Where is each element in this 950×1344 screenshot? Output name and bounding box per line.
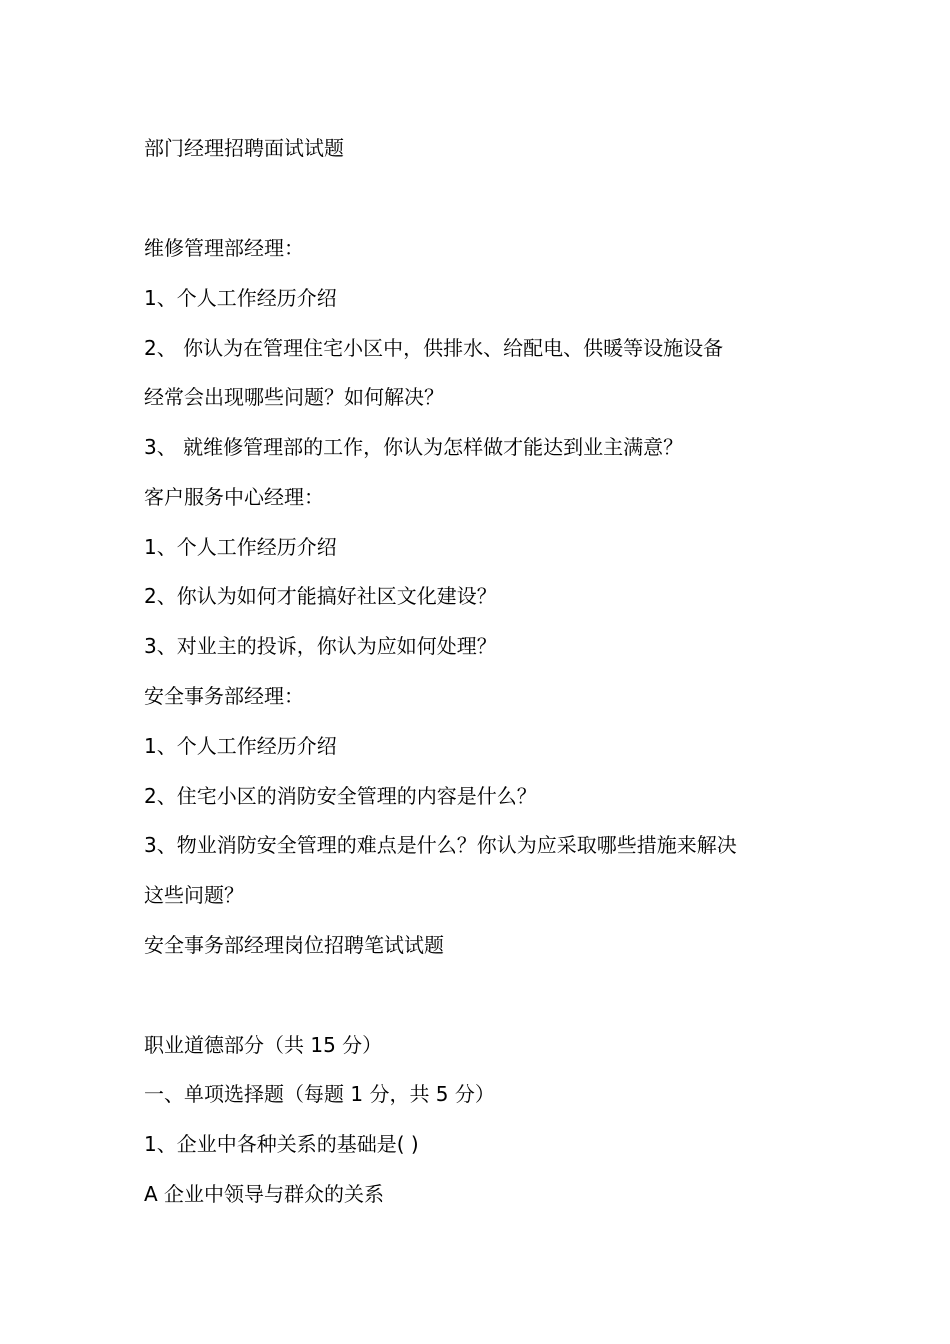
customer-service-question-2: 2、你认为如何才能搞好社区文化建设？ (144, 584, 497, 608)
part-title: 职业道德部分（共 15 分） (144, 1033, 383, 1057)
security-question-2: 2、住宅小区的消防安全管理的内容是什么？ (144, 784, 537, 808)
section-heading-security: 安全事务部经理： (144, 684, 304, 708)
section-heading-maintenance: 维修管理部经理： (144, 236, 304, 260)
section-heading-customer-service: 客户服务中心经理： (144, 485, 324, 509)
security-question-3: 3、物业消防安全管理的难点是什么？你认为应采取哪些措施来解决 (144, 833, 737, 857)
maintenance-question-1: 1、个人工作经历介绍 (144, 286, 337, 310)
question-type-heading: 一、单项选择题（每题 1 分，共 5 分） (144, 1082, 495, 1106)
maintenance-question-2: 2、 你认为在管理住宅小区中，供排水、给配电、供暖等设施设备 (144, 336, 724, 360)
customer-service-question-3: 3、对业主的投诉，你认为应如何处理？ (144, 634, 497, 658)
exam-title: 安全事务部经理岗位招聘笔试试题 (144, 933, 444, 957)
exam-question-1: 1、企业中各种关系的基础是( ) (144, 1132, 419, 1156)
maintenance-question-2-continued: 经常会出现哪些问题？如何解决？ (144, 385, 444, 409)
exam-option-a: A 企业中领导与群众的关系 (144, 1182, 385, 1206)
security-question-1: 1、个人工作经历介绍 (144, 734, 337, 758)
security-question-3-continued: 这些问题？ (144, 883, 244, 907)
document-title: 部门经理招聘面试试题 (144, 136, 344, 160)
maintenance-question-3: 3、 就维修管理部的工作，你认为怎样做才能达到业主满意？ (144, 435, 684, 459)
customer-service-question-1: 1、个人工作经历介绍 (144, 535, 337, 559)
